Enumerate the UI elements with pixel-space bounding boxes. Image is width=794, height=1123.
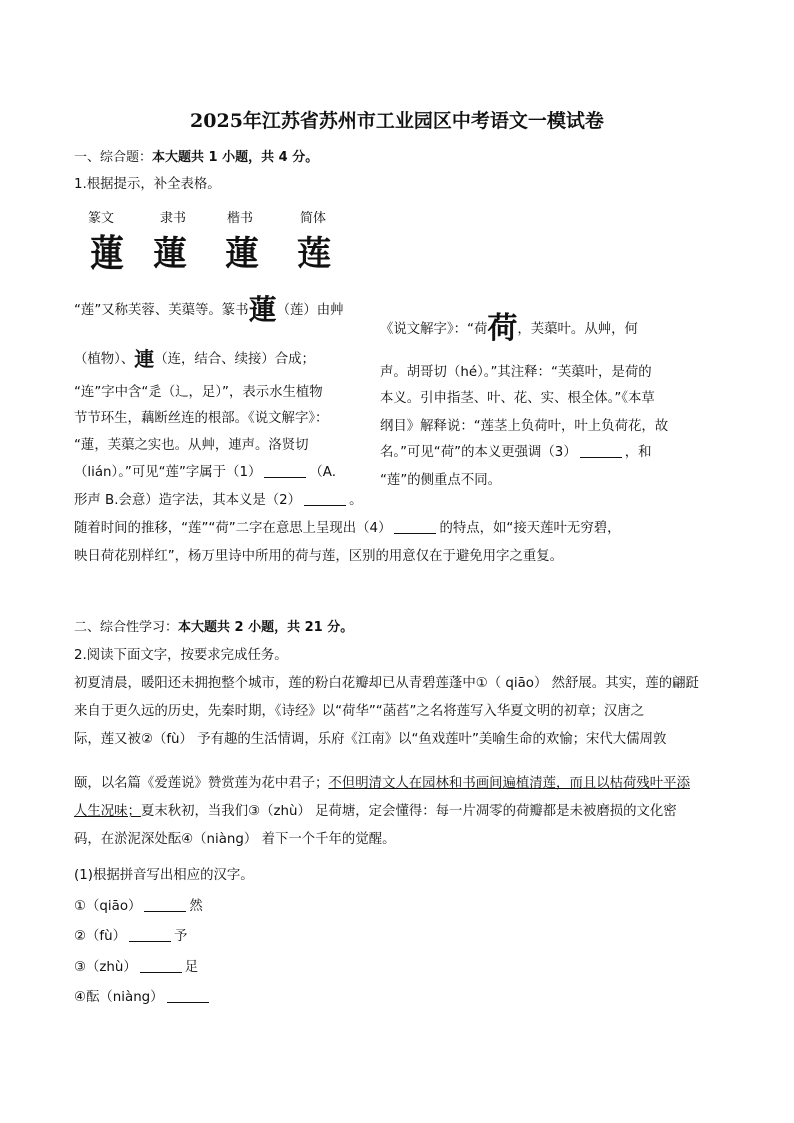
fill-item-2-label: ②（fù）	[74, 929, 126, 944]
left-line-5: “蓮，芙蕖之实也。从艸，連声。洛贤切	[74, 438, 309, 453]
right-line-1	[380, 311, 638, 346]
passage-line-3: 际，莲又被②（fù） 予有趣的生活情调，乐府《江南》以“鱼戏莲叶”美喻生命的欢愉；宋代大儒周敦	[74, 732, 667, 747]
right-line-1a: 《说文解字》：“荷	[380, 322, 488, 337]
seal-script-glyph: 蓮	[90, 232, 124, 276]
blank-1[interactable]	[264, 463, 306, 478]
fill-item-1-label: ①（qiāo）	[74, 899, 142, 914]
section-1-bottom-line-2: 映日荷花别样红”，杨万里诗中所用的荷与莲，区别的用意仅在于避免用字之重复。	[74, 549, 563, 564]
left-line-7b: 。	[349, 493, 363, 508]
bottom-line-1a: 随着时间的推移，“莲”“荷”二字在意思上呈现出（4）	[74, 521, 392, 536]
right-line-1b: ，芙蕖叶。从艸，何	[517, 322, 638, 337]
fill-blank-1[interactable]	[144, 897, 186, 912]
seal-glyph-lian-component-icon: 連	[134, 347, 155, 371]
right-line-5a: 名。”可见“荷”的本义更强调（3）	[380, 445, 577, 460]
script-label-seal: 篆文	[88, 211, 115, 226]
simplified-glyph: 莲	[297, 234, 331, 274]
right-line-4: 纲目》解释说：“莲茎上负荷叶，叶上负荷花，故	[380, 419, 669, 434]
section-2-heading	[74, 616, 353, 635]
section-1-bottom-line-1	[74, 516, 621, 542]
section-1-heading-bold: 本大题共 1 小题，共 4 分。	[152, 150, 319, 165]
passage-line-5	[74, 799, 677, 825]
clerical-script-glyph: 蓮	[153, 234, 187, 274]
right-line-2: 声。胡哥切（hé）。”其注释：“芙蕖叶，是荷的	[380, 365, 652, 380]
left-line-7	[74, 488, 362, 514]
script-label-clerical: 隶书	[160, 211, 187, 226]
left-line-2	[74, 346, 315, 373]
passage-line-2: 来自于更久远的历史，先秦时期，《诗经》以“荷华”“菡萏”之名将莲写入华夏文明的初章；汉唐之	[74, 704, 645, 719]
question-2-prompt: 2.阅读下面文字，按要求完成任务。	[74, 648, 288, 663]
script-label-regular: 楷书	[227, 211, 254, 226]
passage-line-4a: 颐，以名篇《爱莲说》赞赏莲为花中君子；	[74, 776, 329, 791]
fill-item-3-label: ③（zhù）	[74, 960, 137, 975]
left-line-3: “连”字中含“辵（辶，足）”，表示水生植物	[74, 385, 323, 400]
left-line-4: 节节环生，藕断丝连的根部。《说文解字》：	[74, 411, 329, 426]
section-2-heading-prefix: 二、综合性学习：	[74, 620, 179, 635]
left-line-6b: （A.	[309, 465, 336, 480]
right-line-3: 本义。引申指茎、叶、花、实、根全体。”《本草	[380, 391, 655, 406]
passage-line-4	[74, 771, 690, 797]
left-line-6a: （lián）。”可见“莲”字属于（1）	[74, 465, 262, 480]
section-2-heading-bold: 本大题共 2 小题，共 21 分。	[178, 620, 354, 635]
script-label-simplified: 简体	[300, 211, 327, 226]
left-line-1a: “莲”又称芙蓉、芙蕖等。篆书	[74, 303, 249, 318]
fill-item-4	[74, 985, 212, 1011]
fill-blank-4[interactable]	[167, 988, 209, 1003]
right-line-5	[380, 440, 652, 466]
blank-4[interactable]	[394, 519, 436, 534]
page-title: 2025年江苏省苏州市工业园区中考语文一模试卷	[190, 110, 604, 132]
passage-line-6: 码，在淤泥深处酝④（niàng） 着下一个千年的觉醒。	[74, 832, 396, 847]
blank-2[interactable]	[304, 491, 346, 506]
right-line-5b: ，和	[624, 445, 652, 460]
underlined-sentence-part-2: 人生况味；	[74, 804, 141, 819]
sub-question-1-prompt: (1)根据拼音写出相应的汉字。	[74, 868, 254, 883]
section-1-heading-prefix: 一、综合题：	[74, 150, 153, 165]
fill-item-3-suffix: 足	[184, 960, 199, 975]
fill-blank-2[interactable]	[129, 927, 171, 942]
fill-item-4-label: ④酝（niàng）	[74, 990, 164, 1005]
blank-3[interactable]	[580, 443, 622, 458]
fill-item-1	[74, 894, 203, 920]
fill-item-3	[74, 955, 198, 981]
left-line-2a: （植物）、	[74, 352, 135, 367]
question-1-prompt: 1.根据提示，补全表格。	[74, 177, 221, 192]
left-line-1	[74, 293, 344, 326]
right-line-6: “莲”的侧重点不同。	[380, 473, 501, 488]
passage-line-5b: 夏末秋初，当我们③（zhù） 足荷塘，定会懂得：每一片凋零的荷瓣都是未被磨损的文化密	[140, 804, 677, 819]
seal-glyph-he-icon: 荷	[487, 311, 518, 346]
left-line-2b: （连，结合、续接）合成；	[154, 352, 315, 367]
section-1-heading	[74, 146, 318, 165]
fill-item-1-suffix: 然	[189, 899, 203, 914]
fill-item-2-suffix: 予	[174, 929, 188, 944]
seal-glyph-lian-icon: 蓮	[248, 293, 277, 326]
passage-line-1: 初夏清晨，暖阳还未拥抱整个城市，莲的粉白花瓣却已从青碧莲蓬中①（ qiāo） 然舒展。其实，莲的翩跹	[74, 676, 699, 691]
fill-item-2	[74, 924, 187, 950]
left-line-1b: （莲）由艸	[276, 303, 344, 318]
bottom-line-1b: 的特点，如“接天莲叶无穷碧，	[439, 521, 621, 536]
regular-script-glyph: 蓮	[225, 234, 259, 274]
left-line-7a: 形声 B.会意）造字法，其本义是（2）	[74, 493, 302, 508]
fill-blank-3[interactable]	[140, 958, 182, 973]
underlined-sentence-part-1: 不但明清文人在园林和书画间遍植清莲，而且以枯荷残叶平添	[328, 776, 690, 791]
left-line-6	[74, 460, 336, 486]
